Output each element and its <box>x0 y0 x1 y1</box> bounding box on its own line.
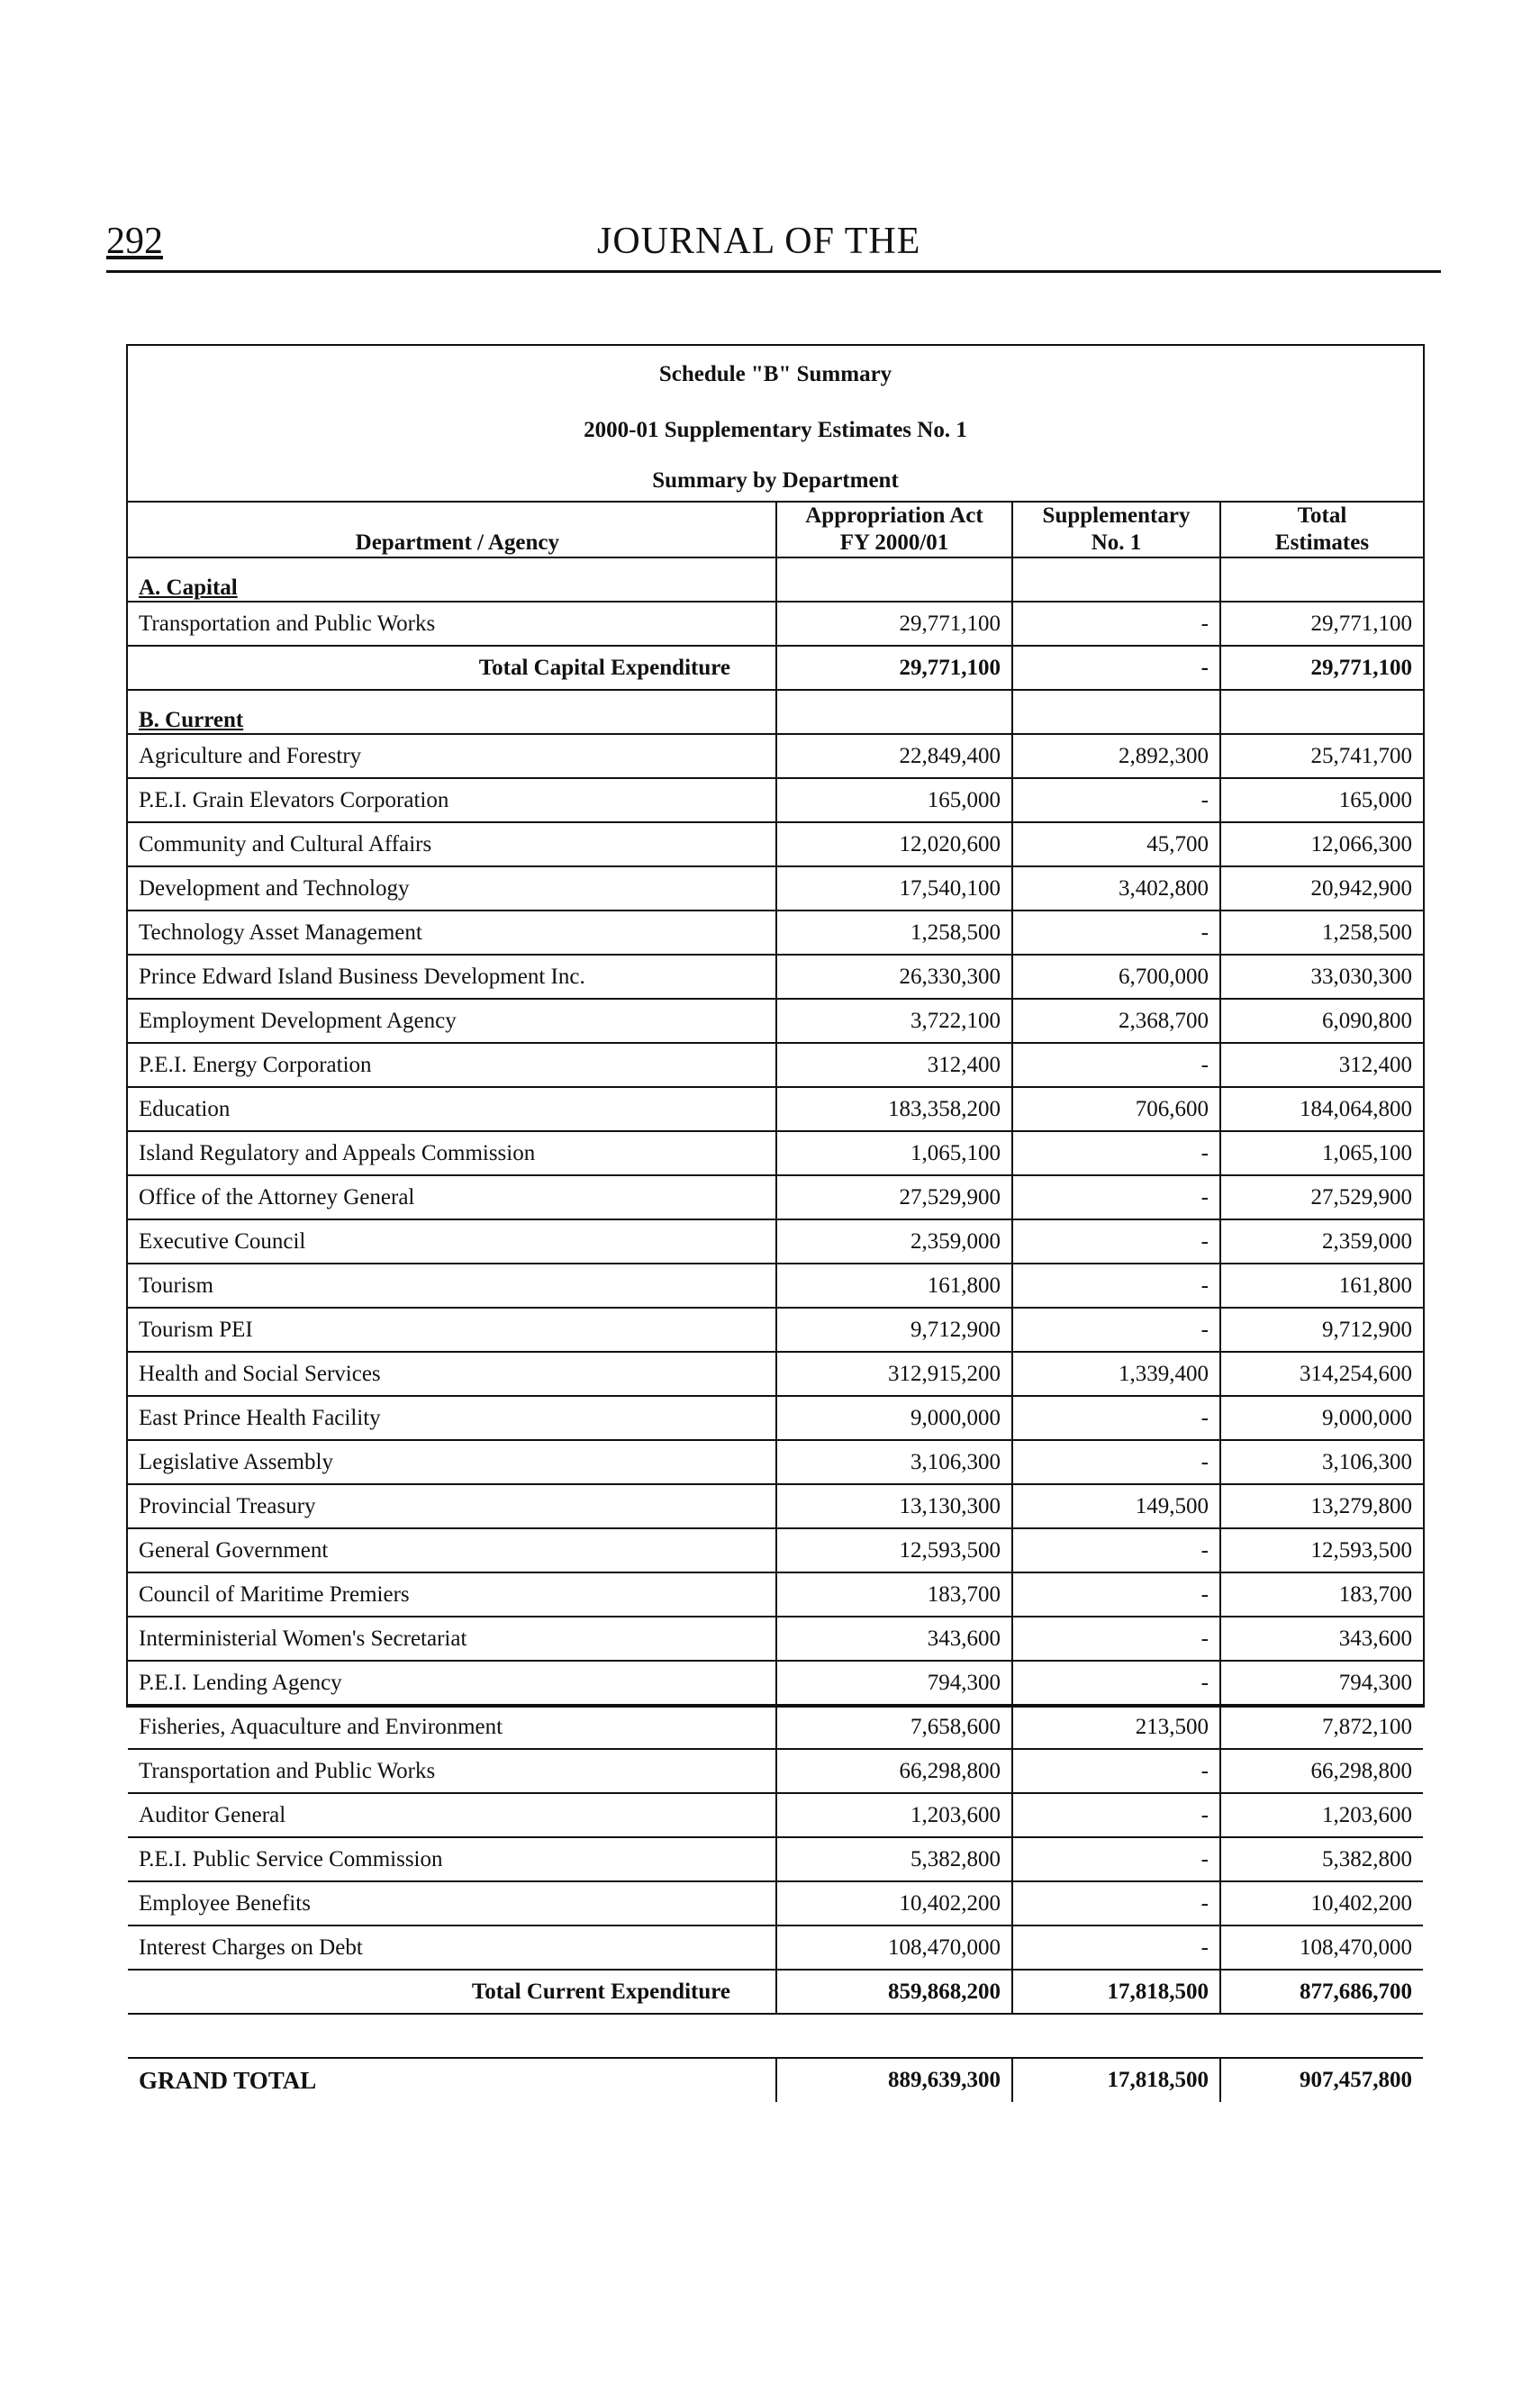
empty-cell <box>776 690 1012 734</box>
appropriation-value: 889,639,300 <box>776 2058 1012 2102</box>
appropriation-value: 108,470,000 <box>776 1925 1012 1970</box>
department-name: Auditor General <box>128 1793 776 1837</box>
total-estimates-value: 13,279,800 <box>1220 1484 1423 1528</box>
section-heading: A. Capital <box>128 557 776 602</box>
total-estimates-value: 877,686,700 <box>1220 1970 1423 2014</box>
supplementary-value: - <box>1012 1308 1220 1352</box>
column-header-row <box>128 502 1423 557</box>
supplementary-value: - <box>1012 1749 1220 1793</box>
total-estimates-value: 25,741,700 <box>1220 734 1423 778</box>
table-row <box>128 1308 1423 1352</box>
supplementary-value: 17,818,500 <box>1012 1970 1220 2014</box>
appropriation-value: 13,130,300 <box>776 1484 1012 1528</box>
department-name: Tourism <box>128 1264 776 1308</box>
table-row <box>128 1484 1423 1528</box>
appropriation-value: 7,658,600 <box>776 1705 1012 1749</box>
supplementary-value: - <box>1012 602 1220 646</box>
table-row <box>128 1175 1423 1219</box>
table-row <box>128 1793 1423 1837</box>
total-estimates-value: 5,382,800 <box>1220 1837 1423 1881</box>
supplementary-value: 45,700 <box>1012 822 1220 866</box>
schedule-summary-box <box>126 344 1425 2094</box>
appropriation-value: 2,359,000 <box>776 1219 1012 1264</box>
total-estimates-value: 6,090,800 <box>1220 999 1423 1043</box>
supplementary-value: 1,339,400 <box>1012 1352 1220 1396</box>
appropriation-value: 3,106,300 <box>776 1440 1012 1484</box>
supplementary-value: 149,500 <box>1012 1484 1220 1528</box>
appropriation-value: 165,000 <box>776 778 1012 822</box>
department-name: Development and Technology <box>128 866 776 911</box>
table-row <box>128 1352 1423 1396</box>
summary-table-body <box>128 557 1423 2102</box>
header-department: Department / Agency <box>128 502 776 557</box>
appropriation-value: 343,600 <box>776 1617 1012 1661</box>
supplementary-value: - <box>1012 1043 1220 1087</box>
total-label: Total Capital Expenditure <box>128 646 776 690</box>
supplementary-value: - <box>1012 1396 1220 1440</box>
supplementary-value: 213,500 <box>1012 1705 1220 1749</box>
supplementary-value: 6,700,000 <box>1012 955 1220 999</box>
department-name: Council of Maritime Premiers <box>128 1572 776 1617</box>
appropriation-value: 12,020,600 <box>776 822 1012 866</box>
department-name: Office of the Attorney General <box>128 1175 776 1219</box>
table-row <box>128 778 1423 822</box>
section-heading: B. Current <box>128 690 776 734</box>
table-row <box>128 1396 1423 1440</box>
total-label: Total Current Expenditure <box>128 1970 776 2014</box>
appropriation-value: 3,722,100 <box>776 999 1012 1043</box>
appropriation-value: 312,400 <box>776 1043 1012 1087</box>
department-name: Fisheries, Aquaculture and Environment <box>128 1705 776 1749</box>
appropriation-value: 859,868,200 <box>776 1970 1012 2014</box>
department-name: P.E.I. Lending Agency <box>128 1661 776 1705</box>
table-row <box>128 1837 1423 1881</box>
table-row <box>128 911 1423 955</box>
supplementary-value: 2,892,300 <box>1012 734 1220 778</box>
supplementary-value: - <box>1012 1572 1220 1617</box>
current-total-row <box>128 1970 1423 2014</box>
supplementary-value: - <box>1012 646 1220 690</box>
supplementary-value: - <box>1012 1925 1220 1970</box>
department-name: Education <box>128 1087 776 1131</box>
appropriation-value: 27,529,900 <box>776 1175 1012 1219</box>
department-name: East Prince Health Facility <box>128 1396 776 1440</box>
supplementary-value: 706,600 <box>1012 1087 1220 1131</box>
department-name: Transportation and Public Works <box>128 602 776 646</box>
total-estimates-value: 33,030,300 <box>1220 955 1423 999</box>
table-row <box>128 1617 1423 1661</box>
total-estimates-value: 29,771,100 <box>1220 602 1423 646</box>
supplementary-value: 3,402,800 <box>1012 866 1220 911</box>
supplementary-value: 2,368,700 <box>1012 999 1220 1043</box>
appropriation-value: 26,330,300 <box>776 955 1012 999</box>
appropriation-value: 12,593,500 <box>776 1528 1012 1572</box>
department-name: Interministerial Women's Secretariat <box>128 1617 776 1661</box>
total-estimates-value: 184,064,800 <box>1220 1087 1423 1131</box>
appropriation-value: 17,540,100 <box>776 866 1012 911</box>
table-row <box>128 1749 1423 1793</box>
appropriation-value: 66,298,800 <box>776 1749 1012 1793</box>
table-row <box>128 1219 1423 1264</box>
supplementary-value: - <box>1012 1440 1220 1484</box>
department-name: Tourism PEI <box>128 1308 776 1352</box>
total-estimates-value: 9,712,900 <box>1220 1308 1423 1352</box>
total-estimates-value: 66,298,800 <box>1220 1749 1423 1793</box>
total-estimates-value: 1,203,600 <box>1220 1793 1423 1837</box>
department-name: P.E.I. Grain Elevators Corporation <box>128 778 776 822</box>
capital-total-row <box>128 646 1423 690</box>
total-estimates-value: 10,402,200 <box>1220 1881 1423 1925</box>
total-estimates-value: 161,800 <box>1220 1264 1423 1308</box>
supplementary-value: 17,818,500 <box>1012 2058 1220 2102</box>
empty-cell <box>1220 2014 1423 2058</box>
appropriation-value: 1,258,500 <box>776 911 1012 955</box>
table-row <box>128 1925 1423 1970</box>
department-name: Interest Charges on Debt <box>128 1925 776 1970</box>
table-row <box>128 1043 1423 1087</box>
appropriation-value: 183,358,200 <box>776 1087 1012 1131</box>
total-estimates-value: 312,400 <box>1220 1043 1423 1087</box>
total-estimates-value: 343,600 <box>1220 1617 1423 1661</box>
grand-total-label: GRAND TOTAL <box>128 2058 776 2102</box>
department-name: Executive Council <box>128 1219 776 1264</box>
supplementary-value: - <box>1012 1837 1220 1881</box>
appropriation-value: 1,065,100 <box>776 1131 1012 1175</box>
supplementary-value: - <box>1012 911 1220 955</box>
total-estimates-value: 183,700 <box>1220 1572 1423 1617</box>
table-row <box>128 1572 1423 1617</box>
appropriation-value: 794,300 <box>776 1661 1012 1705</box>
section-heading-row <box>128 690 1423 734</box>
department-name: Community and Cultural Affairs <box>128 822 776 866</box>
total-estimates-value: 2,359,000 <box>1220 1219 1423 1264</box>
department-name: Provincial Treasury <box>128 1484 776 1528</box>
appropriation-value: 29,771,100 <box>776 646 1012 690</box>
header-supplementary: Supplementary No. 1 <box>1012 502 1220 557</box>
appropriation-value: 1,203,600 <box>776 1793 1012 1837</box>
department-name: Health and Social Services <box>128 1352 776 1396</box>
total-estimates-value: 9,000,000 <box>1220 1396 1423 1440</box>
table-row <box>128 1705 1423 1749</box>
table-row <box>128 1087 1423 1131</box>
table-row <box>128 866 1423 911</box>
summary-table <box>128 501 1423 2102</box>
supplementary-value: - <box>1012 1793 1220 1837</box>
total-estimates-value: 7,872,100 <box>1220 1705 1423 1749</box>
total-estimates-value: 3,106,300 <box>1220 1440 1423 1484</box>
department-name: Agriculture and Forestry <box>128 734 776 778</box>
total-estimates-value: 12,593,500 <box>1220 1528 1423 1572</box>
empty-cell <box>128 2014 776 2058</box>
appropriation-value: 29,771,100 <box>776 602 1012 646</box>
empty-cell <box>1220 557 1423 602</box>
total-estimates-value: 27,529,900 <box>1220 1175 1423 1219</box>
table-row <box>128 602 1423 646</box>
appropriation-value: 161,800 <box>776 1264 1012 1308</box>
spacer-row <box>128 2014 1423 2058</box>
schedule-subtitle: 2000-01 Supplementary Estimates No. 1 <box>584 418 967 442</box>
department-name: Island Regulatory and Appeals Commission <box>128 1131 776 1175</box>
appropriation-value: 312,915,200 <box>776 1352 1012 1396</box>
header-total-estimates: Total Estimates <box>1220 502 1423 557</box>
appropriation-value: 183,700 <box>776 1572 1012 1617</box>
header-rule <box>106 270 1441 273</box>
table-row <box>128 734 1423 778</box>
empty-cell <box>776 2014 1012 2058</box>
empty-cell <box>776 557 1012 602</box>
department-name: Technology Asset Management <box>128 911 776 955</box>
table-row <box>128 955 1423 999</box>
page-header <box>106 220 1441 270</box>
table-row <box>128 999 1423 1043</box>
supplementary-value: - <box>1012 1175 1220 1219</box>
supplementary-value: - <box>1012 1617 1220 1661</box>
department-name: Transportation and Public Works <box>128 1749 776 1793</box>
schedule-title-block <box>128 346 1423 501</box>
supplementary-value: - <box>1012 778 1220 822</box>
total-estimates-value: 314,254,600 <box>1220 1352 1423 1396</box>
department-name: P.E.I. Energy Corporation <box>128 1043 776 1087</box>
appropriation-value: 10,402,200 <box>776 1881 1012 1925</box>
total-estimates-value: 29,771,100 <box>1220 646 1423 690</box>
appropriation-value: 9,000,000 <box>776 1396 1012 1440</box>
supplementary-value: - <box>1012 1661 1220 1705</box>
supplementary-value: - <box>1012 1881 1220 1925</box>
empty-cell <box>1012 2014 1220 2058</box>
total-estimates-value: 907,457,800 <box>1220 2058 1423 2102</box>
supplementary-value: - <box>1012 1131 1220 1175</box>
total-estimates-value: 165,000 <box>1220 778 1423 822</box>
total-estimates-value: 794,300 <box>1220 1661 1423 1705</box>
appropriation-value: 9,712,900 <box>776 1308 1012 1352</box>
department-name: Employee Benefits <box>128 1881 776 1925</box>
table-row <box>128 1440 1423 1484</box>
supplementary-value: - <box>1012 1219 1220 1264</box>
table-row <box>128 822 1423 866</box>
table-row <box>128 1131 1423 1175</box>
page-number: 292 <box>106 221 163 262</box>
grand-total-row <box>128 2058 1423 2102</box>
department-name: Prince Edward Island Business Development Inc. <box>128 955 776 999</box>
appropriation-value: 5,382,800 <box>776 1837 1012 1881</box>
total-estimates-value: 1,065,100 <box>1220 1131 1423 1175</box>
total-estimates-value: 20,942,900 <box>1220 866 1423 911</box>
schedule-title: Schedule "B" Summary <box>658 362 892 386</box>
section-heading-row <box>128 557 1423 602</box>
table-row <box>128 1264 1423 1308</box>
empty-cell <box>1012 557 1220 602</box>
table-row <box>128 1528 1423 1572</box>
department-name: P.E.I. Public Service Commission <box>128 1837 776 1881</box>
department-name: Employment Development Agency <box>128 999 776 1043</box>
journal-title: JOURNAL OF THE <box>597 221 921 262</box>
total-estimates-value: 12,066,300 <box>1220 822 1423 866</box>
supplementary-value: - <box>1012 1264 1220 1308</box>
department-name: Legislative Assembly <box>128 1440 776 1484</box>
total-estimates-value: 1,258,500 <box>1220 911 1423 955</box>
table-row <box>128 1881 1423 1925</box>
schedule-caption: Summary by Department <box>652 468 899 493</box>
total-estimates-value: 108,470,000 <box>1220 1925 1423 1970</box>
empty-cell <box>1012 690 1220 734</box>
empty-cell <box>1220 690 1423 734</box>
department-name: General Government <box>128 1528 776 1572</box>
appropriation-value: 22,849,400 <box>776 734 1012 778</box>
table-row <box>128 1661 1423 1705</box>
supplementary-value: - <box>1012 1528 1220 1572</box>
header-appropriation: Appropriation Act FY 2000/01 <box>776 502 1012 557</box>
